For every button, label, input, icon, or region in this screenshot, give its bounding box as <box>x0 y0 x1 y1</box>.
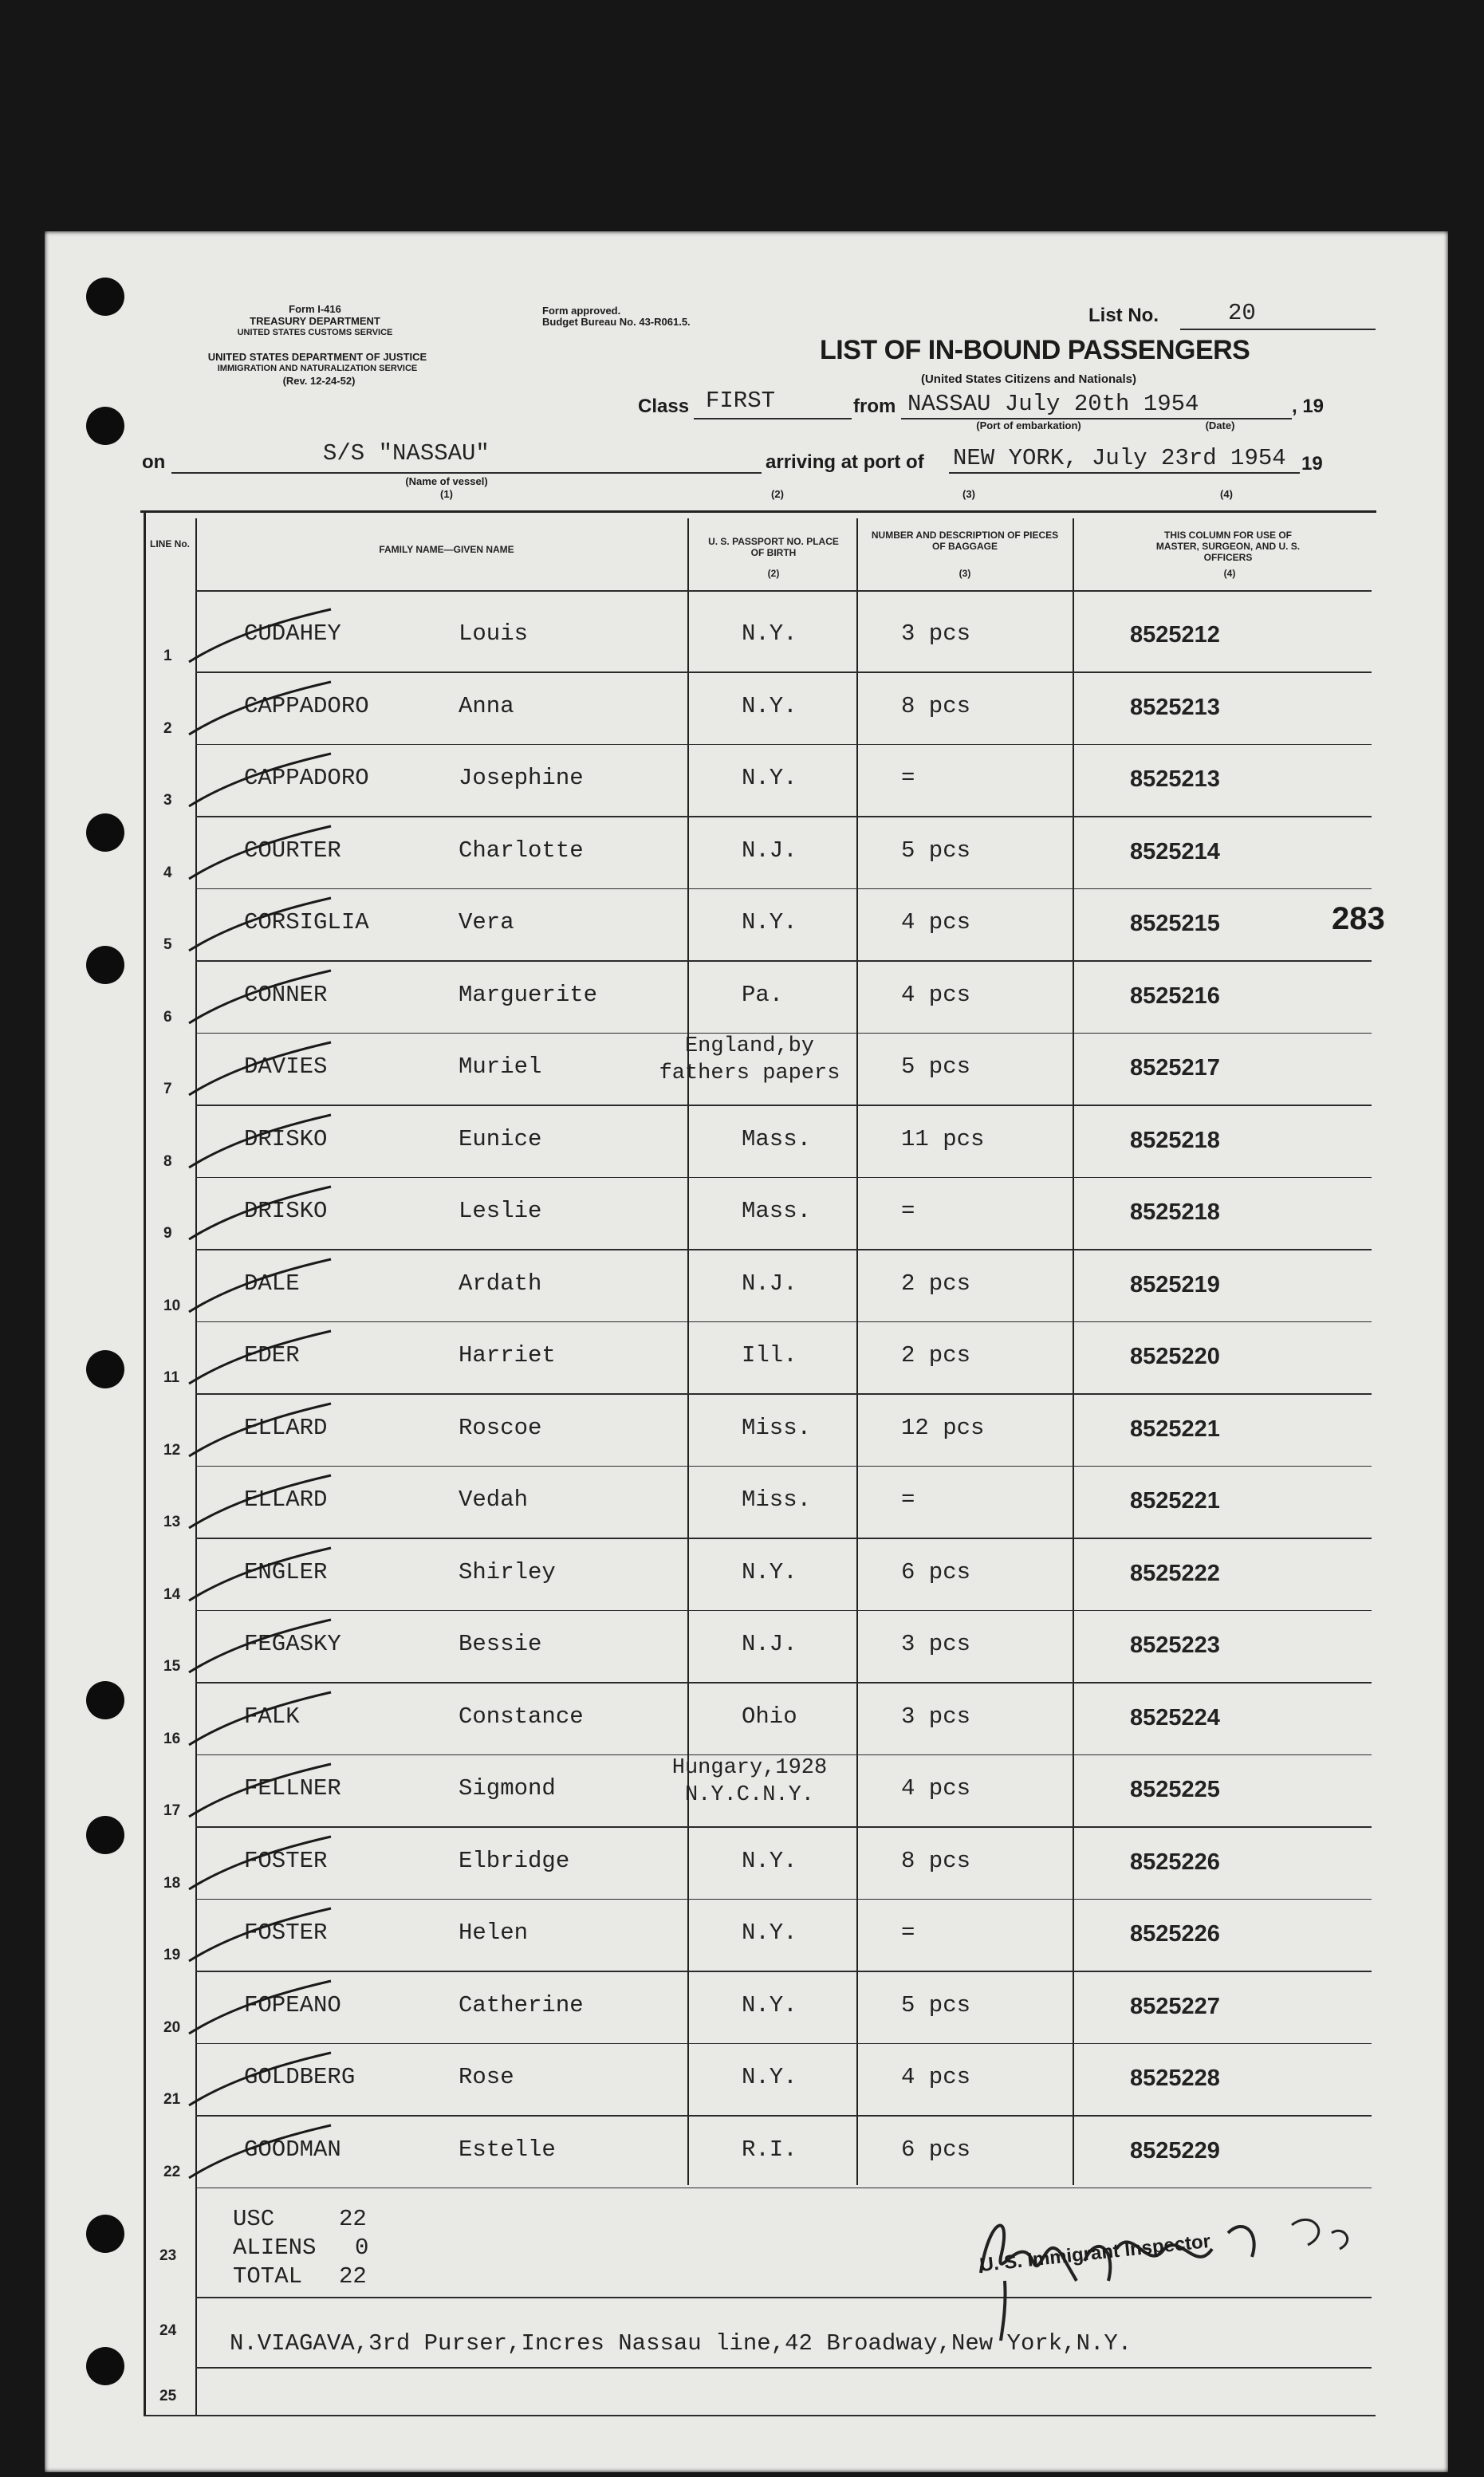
line-number: 20 <box>163 2018 181 2036</box>
vessel-caption: (Name of vessel) <box>405 475 488 487</box>
row-rule <box>195 671 1372 673</box>
from-label: from <box>853 396 896 417</box>
check-mark <box>179 1183 339 1247</box>
given-name: Rose <box>459 2064 514 2090</box>
check-mark <box>179 1328 339 1392</box>
side-page-number: 283 <box>1332 901 1385 936</box>
line-number: 8 <box>163 1152 172 1170</box>
given-name: Roscoe <box>459 1414 542 1441</box>
table-row <box>0 967 1484 1039</box>
given-name: Anna <box>459 692 514 719</box>
place-of-birth: N.J. <box>742 1270 797 1297</box>
table-row <box>0 823 1484 895</box>
baggage-pieces: 12 pcs <box>901 1414 985 1441</box>
baggage-pieces: 8 pcs <box>901 692 971 719</box>
line-number: 16 <box>163 1730 181 1747</box>
officer-number: 8525221 <box>1130 1488 1220 1514</box>
baggage-pieces: 6 pcs <box>901 1558 971 1585</box>
family-name: CORSIGLIA <box>244 909 369 935</box>
place-of-birth: N.Y. <box>742 2064 797 2090</box>
officer-number: 8525213 <box>1130 766 1220 792</box>
line-number: 4 <box>163 864 172 881</box>
officer-number: 8525218 <box>1130 1127 1220 1153</box>
table-row <box>0 1689 1484 1761</box>
caption-2: (2) <box>771 488 784 500</box>
family-name: FOPEANO <box>244 1991 341 2018</box>
aliens-label: ALIENS <box>233 2235 317 2261</box>
embarkation-caption: (Port of embarkation) <box>976 419 1081 431</box>
row-rule <box>195 1177 1372 1179</box>
table-row <box>0 1328 1484 1400</box>
place-of-birth: N.Y. <box>742 1920 797 1946</box>
officer-number: 8525215 <box>1130 911 1220 936</box>
budget-bureau: Budget Bureau No. 43-R061.5. <box>542 316 691 328</box>
punch-hole <box>86 2347 124 2385</box>
column-3-caption: (3) <box>958 568 971 579</box>
line-number: 15 <box>163 1658 181 1675</box>
officer-number: 8525226 <box>1130 1921 1220 1947</box>
row-rule <box>195 1466 1372 1467</box>
table-row <box>0 1905 1484 1977</box>
line-number: 10 <box>163 1297 181 1314</box>
punch-hole <box>86 2215 124 2253</box>
table-bottom-rule <box>144 2415 1376 2416</box>
revision-date: (Rev. 12-24-52) <box>282 375 356 387</box>
line-number: 22 <box>163 2163 181 2180</box>
family-name: CAPPADORO <box>244 765 369 791</box>
place-of-birth: N.J. <box>742 837 797 864</box>
header-officers: THIS COLUMN FOR USE OF MASTER, SURGEON, AND U. S. OFFICERS <box>1155 530 1301 563</box>
row-rule <box>195 1610 1372 1612</box>
table-top-border <box>140 510 1376 513</box>
check-mark <box>179 1039 339 1103</box>
given-name: Bessie <box>459 1631 542 1657</box>
officer-number: 8525217 <box>1130 1055 1220 1081</box>
place-of-birth: Hungary,1928 N.Y.C.N.Y. <box>671 1756 828 1807</box>
given-name: Marguerite <box>459 981 598 1008</box>
officer-number: 8525228 <box>1130 2065 1220 2091</box>
header-bottom-rule <box>195 590 1372 592</box>
given-name: Harriet <box>459 1342 556 1368</box>
baggage-pieces: 4 pcs <box>901 981 971 1008</box>
baggage-pieces: 2 pcs <box>901 1342 971 1368</box>
place-of-birth: Mass. <box>742 1198 812 1224</box>
row-rule <box>195 1321 1372 1323</box>
check-mark <box>179 1833 339 1897</box>
arriving-label: arriving at port of <box>766 451 924 473</box>
given-name: Estelle <box>459 2136 556 2163</box>
check-mark <box>179 2122 339 2186</box>
given-name: Charlotte <box>459 837 584 864</box>
baggage-pieces: = <box>901 765 915 791</box>
table-row <box>0 1978 1484 2050</box>
place-of-birth: R.I. <box>742 2136 797 2163</box>
baggage-pieces: 5 pcs <box>901 1991 971 2018</box>
row-rule <box>195 888 1372 890</box>
column-4-caption: (4) <box>1223 568 1236 579</box>
family-name: ELLARD <box>244 1487 328 1513</box>
officer-number: 8525227 <box>1130 1993 1220 2019</box>
officer-number: 8525223 <box>1130 1632 1220 1658</box>
baggage-pieces: = <box>901 1487 915 1513</box>
form-approved: Form approved. <box>542 305 621 317</box>
given-name: Ardath <box>459 1270 542 1297</box>
table-row <box>0 1472 1484 1544</box>
from-value: NASSAU July 20th 1954 <box>907 391 1199 417</box>
family-name: ENGLER <box>244 1558 328 1585</box>
table-row <box>0 1183 1484 1255</box>
total-value: 22 <box>339 2263 367 2290</box>
punch-hole <box>86 407 124 445</box>
officer-number: 8525222 <box>1130 1560 1220 1586</box>
header-baggage: NUMBER AND DESCRIPTION OF PIECES OF BAGGAGE <box>871 530 1059 552</box>
table-row <box>0 606 1484 678</box>
baggage-pieces: 3 pcs <box>901 1631 971 1657</box>
immigration-service: IMMIGRATION AND NATURALIZATION SERVICE <box>217 364 418 373</box>
officer-number: 8525225 <box>1130 1777 1220 1802</box>
header-passport: U. S. PASSPORT NO. PLACE OF BIRTH <box>708 536 839 558</box>
header-name: FAMILY NAME—GIVEN NAME <box>379 544 514 555</box>
given-name: Eunice <box>459 1125 542 1152</box>
family-name: GOLDBERG <box>244 2064 356 2090</box>
check-mark <box>179 1978 339 2042</box>
line-number: 13 <box>163 1514 181 1530</box>
given-name: Constance <box>459 1703 584 1730</box>
row-rule <box>195 1538 1372 1539</box>
officer-number: 8525218 <box>1130 1199 1220 1225</box>
line-number: 17 <box>163 1802 181 1819</box>
list-no-rule <box>1180 329 1376 330</box>
row-rule <box>195 1393 1372 1395</box>
family-name: FEGASKY <box>244 1631 341 1657</box>
line-number: 19 <box>163 1947 181 1963</box>
given-name: Helen <box>459 1920 529 1946</box>
aliens-value: 0 <box>355 2235 369 2261</box>
baggage-pieces: 3 pcs <box>901 620 971 647</box>
officer-number: 8525212 <box>1130 622 1220 648</box>
row-rule <box>195 1899 1372 1900</box>
check-mark <box>179 895 339 959</box>
given-name: Josephine <box>459 765 584 791</box>
check-mark <box>179 1905 339 1969</box>
line-number-25: 25 <box>159 2388 177 2404</box>
check-mark <box>179 1761 339 1825</box>
given-name: Sigmond <box>459 1775 556 1802</box>
family-name: GOODMAN <box>244 2136 341 2163</box>
given-name: Vedah <box>459 1487 529 1513</box>
row-rule <box>195 1105 1372 1106</box>
baggage-pieces: 5 pcs <box>901 1053 971 1080</box>
caption-4: (4) <box>1220 488 1233 500</box>
usc-value: 22 <box>339 2206 367 2232</box>
officer-number: 8525213 <box>1130 694 1220 720</box>
place-of-birth: N.Y. <box>742 1991 797 2018</box>
date-caption: (Date) <box>1205 419 1235 431</box>
place-of-birth: Miss. <box>742 1414 812 1441</box>
check-mark <box>179 1400 339 1464</box>
officer-number: 8525224 <box>1130 1704 1220 1731</box>
check-mark <box>179 1256 339 1320</box>
place-of-birth: N.Y. <box>742 765 797 791</box>
check-mark <box>179 2050 339 2113</box>
line-number: 2 <box>163 719 172 737</box>
table-row <box>0 750 1484 822</box>
table-row <box>0 2122 1484 2194</box>
year-label: , 19 <box>1292 396 1325 417</box>
row-rule <box>195 2115 1372 2117</box>
check-mark <box>179 1112 339 1175</box>
row-rule <box>195 2043 1372 2045</box>
given-name: Louis <box>459 620 529 647</box>
customs-service: UNITED STATES CUSTOMS SERVICE <box>237 328 393 337</box>
line-number: 21 <box>163 2091 181 2108</box>
row-rule <box>195 1826 1372 1828</box>
caption-3: (3) <box>962 488 975 500</box>
check-mark <box>179 823 339 887</box>
table-row <box>0 1617 1484 1688</box>
baggage-pieces: 6 pcs <box>901 2136 971 2163</box>
given-name: Muriel <box>459 1053 542 1080</box>
baggage-pieces: 3 pcs <box>901 1703 971 1730</box>
given-name: Catherine <box>459 1991 584 2018</box>
table-row <box>0 1545 1484 1617</box>
line-number: 6 <box>163 1008 172 1026</box>
family-name: FELLNER <box>244 1775 341 1802</box>
table-row <box>0 1112 1484 1183</box>
officer-number: 8525220 <box>1130 1344 1220 1369</box>
place-of-birth: N.Y. <box>742 620 797 647</box>
row-rule <box>195 1249 1372 1250</box>
list-no-label: List No. <box>1088 305 1159 326</box>
row-rule <box>195 744 1372 746</box>
family-name: CAPPADORO <box>244 692 369 719</box>
caption-1: (1) <box>440 488 453 500</box>
check-mark <box>179 1689 339 1753</box>
given-name: Shirley <box>459 1558 556 1585</box>
place-of-birth: England,by fathers papers <box>659 1034 840 1085</box>
officer-number: 8525226 <box>1130 1849 1220 1875</box>
class-label: Class <box>638 396 690 417</box>
table-row <box>0 1256 1484 1328</box>
class-rule <box>694 418 852 419</box>
line-number-23: 23 <box>159 2247 177 2264</box>
total-label: TOTAL <box>233 2263 303 2290</box>
family-name: FOSTER <box>244 1847 328 1874</box>
baggage-pieces: = <box>901 1198 915 1224</box>
check-mark <box>179 606 339 670</box>
baggage-pieces: 4 pcs <box>901 1775 971 1802</box>
place-of-birth: Pa. <box>742 981 784 1008</box>
place-of-birth: N.Y. <box>742 692 797 719</box>
family-name: EDER <box>244 1342 300 1368</box>
baggage-pieces: 11 pcs <box>901 1125 985 1152</box>
officer-number: 8525221 <box>1130 1416 1220 1442</box>
treasury-department: TREASURY DEPARTMENT <box>250 315 380 327</box>
place-of-birth: Miss. <box>742 1487 812 1513</box>
given-name: Leslie <box>459 1198 542 1224</box>
family-name: FOSTER <box>244 1920 328 1946</box>
baggage-pieces: 4 pcs <box>901 909 971 935</box>
table-row <box>0 1034 1484 1111</box>
vessel-name: S/S "NASSAU" <box>323 440 490 467</box>
line-number: 12 <box>163 1441 181 1459</box>
table-row <box>0 2050 1484 2121</box>
punch-hole <box>86 278 124 316</box>
family-name: ELLARD <box>244 1414 328 1441</box>
check-mark <box>179 1472 339 1536</box>
inspector-caption: U. S. Immigrant Inspector <box>978 2230 1212 2277</box>
document-subtitle: (United States Citizens and Nationals) <box>920 372 1137 386</box>
family-name: DALE <box>244 1270 300 1297</box>
baggage-pieces: 2 pcs <box>901 1270 971 1297</box>
place-of-birth: Ill. <box>742 1342 797 1368</box>
place-of-birth: N.Y. <box>742 1847 797 1874</box>
family-name: DRISKO <box>244 1125 328 1152</box>
department-of-justice: UNITED STATES DEPARTMENT OF JUSTICE <box>207 351 427 363</box>
family-name: FALK <box>244 1703 300 1730</box>
table-row <box>0 1833 1484 1905</box>
check-mark <box>179 1617 339 1680</box>
given-name: Elbridge <box>459 1847 570 1874</box>
line-number-24: 24 <box>159 2322 177 2339</box>
check-mark <box>179 967 339 1031</box>
arriving-rule <box>949 472 1300 474</box>
line-number: 11 <box>163 1369 180 1386</box>
family-name: COURTER <box>244 837 341 864</box>
baggage-pieces: 5 pcs <box>901 837 971 864</box>
row-rule <box>195 816 1372 817</box>
row-rule <box>195 1682 1372 1683</box>
family-name: DRISKO <box>244 1198 328 1224</box>
purser-statement: N.VIAGAVA,3rd Purser,Incres Nassau line,42 Broadway,New York,N.Y. <box>230 2330 1132 2357</box>
form-number: Form I-416 <box>289 303 341 315</box>
document-title: LIST OF IN-BOUND PASSENGERS <box>820 335 1250 365</box>
officer-number: 8525216 <box>1130 983 1220 1009</box>
check-mark <box>179 679 339 742</box>
place-of-birth: Ohio <box>742 1703 797 1730</box>
baggage-pieces: 4 pcs <box>901 2064 971 2090</box>
row-rule <box>195 1971 1372 1972</box>
list-no-value: 20 <box>1228 300 1256 326</box>
place-of-birth: N.Y. <box>742 909 797 935</box>
family-name: DAVIES <box>244 1053 328 1080</box>
officer-number: 8525229 <box>1130 2137 1220 2164</box>
check-mark <box>179 1545 339 1609</box>
arriving-value: NEW YORK, July 23rd 1954 <box>953 445 1286 471</box>
year-label-2: 19 <box>1301 453 1323 475</box>
table-row <box>0 895 1484 967</box>
place-of-birth: N.Y. <box>742 1558 797 1585</box>
given-name: Vera <box>459 909 514 935</box>
officer-number: 8525214 <box>1130 838 1220 864</box>
check-mark <box>179 750 339 814</box>
class-value: FIRST <box>706 388 776 414</box>
place-of-birth: Mass. <box>742 1125 812 1152</box>
table-row <box>0 1400 1484 1472</box>
family-name: CUDAHEY <box>244 620 341 647</box>
vessel-rule <box>171 472 762 474</box>
on-label: on <box>142 451 166 473</box>
family-name: CONNER <box>244 981 328 1008</box>
table-row <box>0 679 1484 750</box>
header-line-no: LINE No. <box>150 538 190 549</box>
row-rule <box>195 960 1372 962</box>
line-number: 3 <box>163 792 172 809</box>
line-number: 9 <box>163 1225 172 1242</box>
baggage-pieces: = <box>901 1920 915 1946</box>
row-rule <box>195 2367 1372 2369</box>
usc-label: USC <box>233 2206 275 2232</box>
column-2-caption: (2) <box>767 568 780 579</box>
line-number: 7 <box>163 1081 172 1097</box>
line-number: 18 <box>163 1874 181 1892</box>
table-row <box>0 1756 1484 1833</box>
baggage-pieces: 8 pcs <box>901 1847 971 1874</box>
line-number: 14 <box>163 1585 181 1603</box>
line-number: 5 <box>163 936 172 953</box>
line-number: 1 <box>163 648 172 664</box>
officer-number: 8525219 <box>1130 1271 1220 1298</box>
place-of-birth: N.J. <box>742 1631 797 1657</box>
